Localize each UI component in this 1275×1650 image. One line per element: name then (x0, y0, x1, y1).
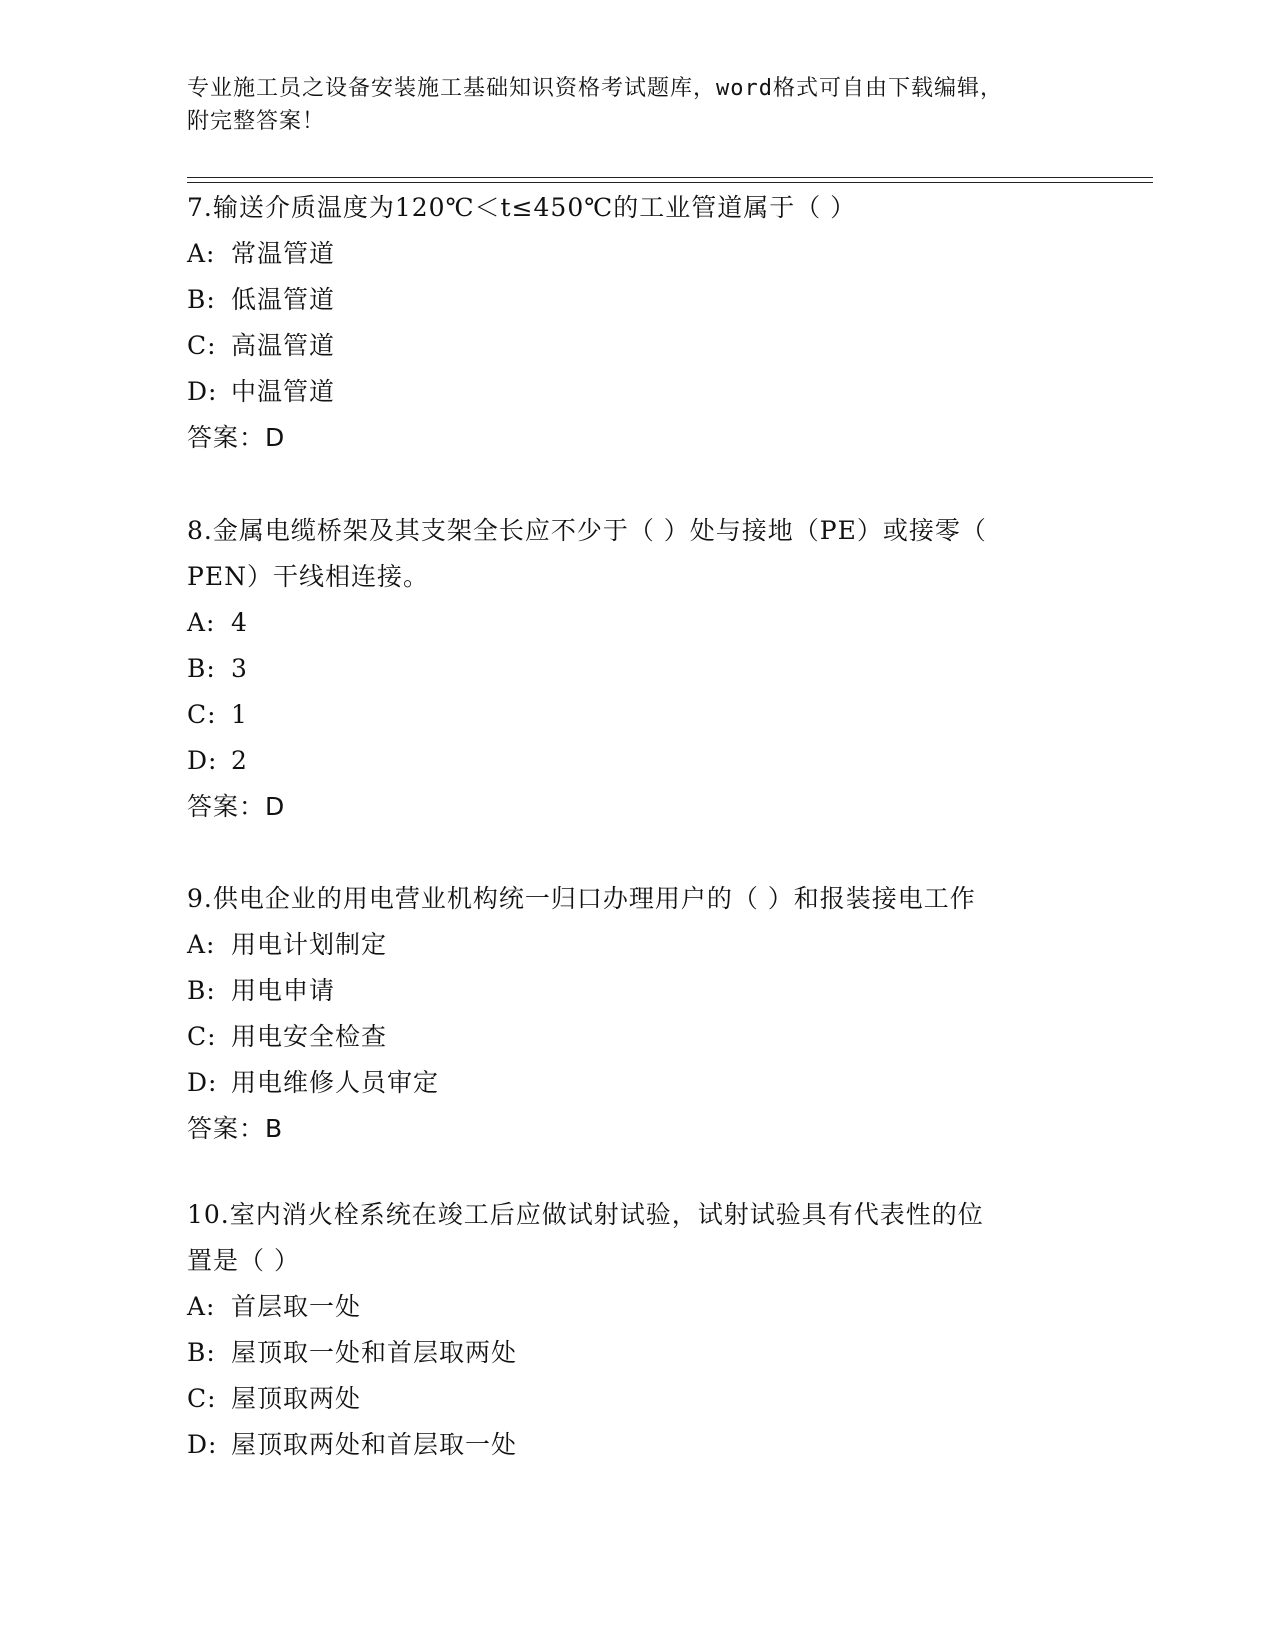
question-8 (187, 508, 1087, 830)
option-text: 2 (231, 746, 248, 775)
option-letter: B: (187, 654, 216, 683)
answer: 答案：B (187, 1114, 284, 1143)
option-b (187, 1330, 1087, 1376)
option-letter: A: (187, 239, 216, 268)
answer: 答案：D (187, 792, 286, 821)
option-a (187, 922, 1087, 968)
header-line-2: 附完整答案！ (187, 109, 326, 134)
question-stem-continued: 置是（ ） (187, 1246, 300, 1275)
answer: 答案：D (187, 423, 286, 452)
option-d (187, 738, 1087, 784)
option-text: 4 (231, 608, 248, 637)
option-letter: D: (187, 377, 218, 406)
option-letter: C: (187, 1384, 217, 1413)
document-header (187, 72, 1067, 138)
option-letter: D: (187, 1068, 218, 1097)
option-letter: A: (187, 608, 216, 637)
option-text: 高温管道 (231, 331, 336, 360)
option-letter: A: (187, 930, 216, 959)
option-text: 用电维修人员审定 (231, 1068, 440, 1097)
option-text: 屋顶取两处和首层取一处 (231, 1430, 518, 1459)
option-b (187, 968, 1087, 1014)
option-letter: A: (187, 1292, 216, 1321)
question-stem-continued: PEN）干线相连接。 (187, 562, 429, 591)
option-text: 用电安全检查 (231, 1022, 388, 1051)
option-letter: B: (187, 976, 216, 1005)
option-a (187, 1284, 1087, 1330)
option-letter: C: (187, 331, 217, 360)
header-line-1: 专业施工员之设备安装施工基础知识资格考试题库，word格式可自由下载编辑， (187, 76, 1003, 101)
option-c (187, 323, 1087, 369)
question-10 (187, 1192, 1087, 1468)
header-divider-bottom (187, 182, 1153, 183)
question-stem: 7.输送介质温度为120℃＜t≤450℃的工业管道属于（ ） (187, 193, 857, 222)
option-text: 低温管道 (231, 285, 336, 314)
option-text: 1 (231, 700, 248, 729)
option-letter: C: (187, 700, 217, 729)
option-text: 常温管道 (231, 239, 336, 268)
option-c (187, 1376, 1087, 1422)
question-9 (187, 876, 1087, 1152)
option-a (187, 600, 1087, 646)
option-b (187, 277, 1087, 323)
option-d (187, 1060, 1087, 1106)
option-text: 用电申请 (231, 976, 336, 1005)
question-stem: 10.室内消火栓系统在竣工后应做试射试验，试射试验具有代表性的位 (187, 1200, 984, 1229)
option-a (187, 231, 1087, 277)
option-text: 用电计划制定 (231, 930, 388, 959)
option-letter: B: (187, 1338, 216, 1367)
option-text: 首层取一处 (231, 1292, 362, 1321)
option-letter: C: (187, 1022, 217, 1051)
option-text: 3 (231, 654, 248, 683)
option-c (187, 1014, 1087, 1060)
question-7 (187, 185, 1087, 461)
option-text: 中温管道 (231, 377, 336, 406)
option-c (187, 692, 1087, 738)
option-text: 屋顶取两处 (231, 1384, 362, 1413)
header-divider-top (187, 177, 1153, 178)
option-d (187, 369, 1087, 415)
option-letter: D: (187, 1430, 218, 1459)
question-stem: 9.供电企业的用电营业机构统一归口办理用户的（ ）和报装接电工作 (187, 884, 976, 913)
option-letter: B: (187, 285, 216, 314)
option-letter: D: (187, 746, 218, 775)
option-d (187, 1422, 1087, 1468)
option-text: 屋顶取一处和首层取两处 (231, 1338, 518, 1367)
question-stem: 8.金属电缆桥架及其支架全长应不少于（ ）处与接地（PE）或接零（ (187, 516, 987, 545)
option-b (187, 646, 1087, 692)
